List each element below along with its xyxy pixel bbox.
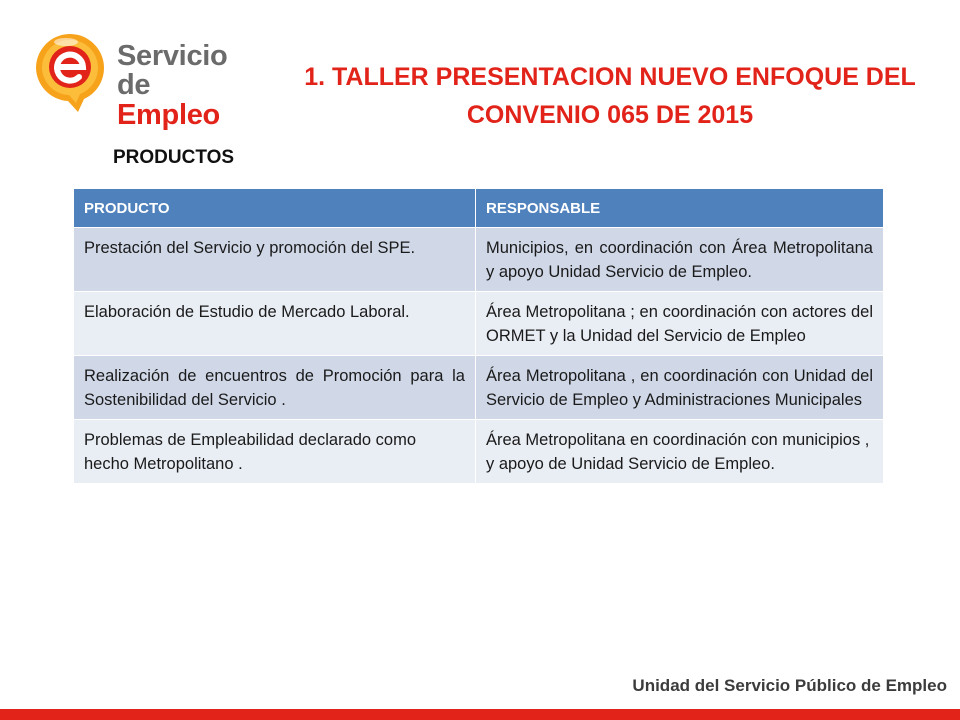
cell-responsable: Área Metropolitana , en coordinación con Unidad del Servicio de Empleo y Administraciones Municipales bbox=[476, 356, 884, 420]
table-row bbox=[74, 420, 884, 484]
footer-organization-name: Unidad del Servicio Público de Empleo bbox=[632, 676, 947, 695]
logo bbox=[22, 22, 252, 131]
page-title bbox=[270, 58, 950, 134]
column-header-producto: PRODUCTO bbox=[74, 189, 476, 228]
footer-bar bbox=[0, 709, 960, 720]
logo-wordmark bbox=[117, 42, 252, 130]
logo-line-servicio: Servicio bbox=[117, 40, 228, 72]
cell-responsable: Área Metropolitana ; en coordinación con actores del ORMET y la Unidad del Servicio de Empleo bbox=[476, 292, 884, 356]
table-row bbox=[74, 228, 884, 292]
page-title-line-1: 1. TALLER PRESENTACION NUEVO ENFOQUE DEL bbox=[304, 63, 916, 91]
products-table bbox=[73, 188, 884, 484]
logo-line-empleo bbox=[117, 70, 252, 130]
cell-producto: Problemas de Empleabilidad declarado como hecho Metropolitano . bbox=[74, 420, 476, 484]
page-title-line-2: CONVENIO 065 DE 2015 bbox=[466, 101, 754, 129]
cell-responsable: Área Metropolitana en coordinación con municipios , y apoyo de Unidad Servicio de Empleo. bbox=[476, 420, 884, 484]
column-header-responsable: RESPONSABLE bbox=[476, 189, 884, 228]
servicio-de-empleo-logo-icon bbox=[22, 22, 114, 114]
table-row bbox=[74, 356, 884, 420]
cell-producto: Realización de encuentros de Promoción para la Sostenibilidad del Servicio . bbox=[74, 356, 476, 420]
logo-line2-prefix: de bbox=[117, 69, 151, 101]
table-header-row bbox=[74, 189, 884, 228]
cell-responsable: Municipios, en coordinación con Área Metropolitana y apoyo Unidad Servicio de Empleo. bbox=[476, 228, 884, 292]
section-heading: PRODUCTOS bbox=[113, 147, 235, 168]
cell-producto: Prestación del Servicio y promoción del SPE. bbox=[74, 228, 476, 292]
cell-producto: Elaboración de Estudio de Mercado Laboral. bbox=[74, 292, 476, 356]
logo-line2-accent: Empleo bbox=[117, 99, 220, 131]
table-row bbox=[74, 292, 884, 356]
